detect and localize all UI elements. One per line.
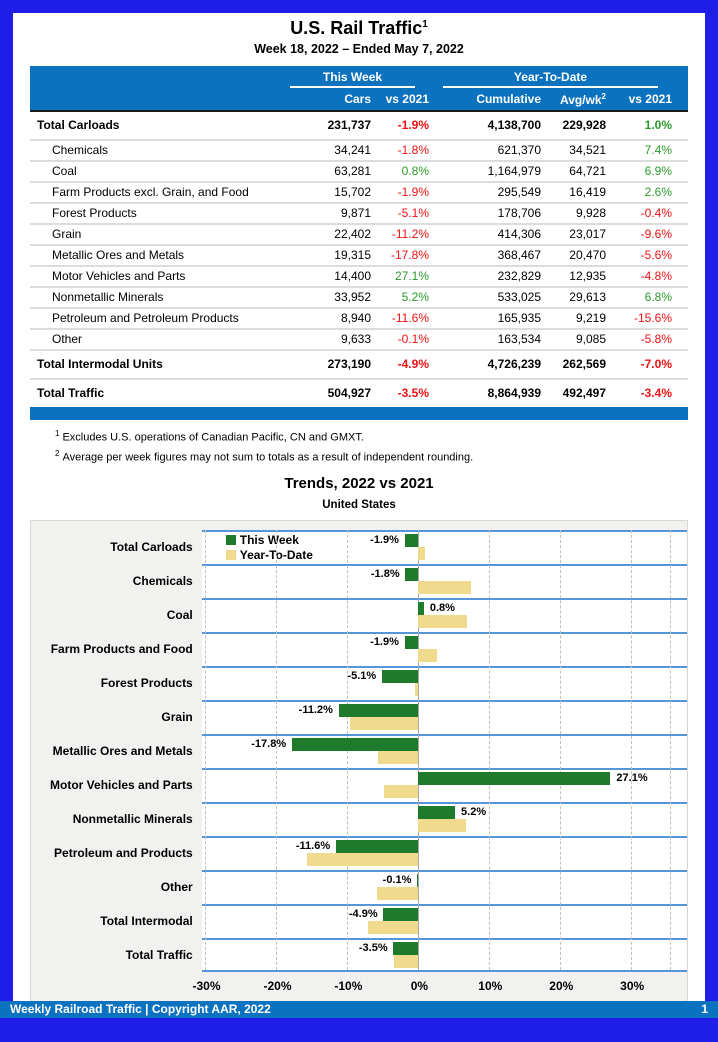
bar-year-to-date: [415, 683, 418, 696]
bar-year-to-date: [418, 649, 436, 662]
cell-avgwk: 64,721: [569, 164, 606, 178]
table-group-header-row: [30, 66, 672, 88]
page-title: [13, 18, 705, 39]
x-tick-label: -30%: [192, 979, 221, 994]
bar-value-label: -0.1%: [382, 874, 412, 887]
chart-title: Trends, 2022 vs 2021: [284, 475, 434, 493]
gridline: [631, 530, 632, 970]
table-row: [30, 307, 688, 328]
cell-cumulative: 163,534: [497, 332, 541, 346]
row-label: Petroleum and Petroleum Products: [52, 311, 239, 325]
bar-year-to-date: [350, 717, 418, 730]
this-week-swatch-icon: [226, 535, 236, 545]
footnote-2: [55, 449, 705, 464]
row-label: Farm Products excl. Grain, and Food: [52, 185, 249, 199]
row-label: Nonmetallic Minerals: [52, 290, 164, 304]
cell-this-week-vs2021: 0.8%: [401, 164, 429, 178]
cell-ytd-vs2021: 2.6%: [644, 185, 672, 199]
cell-this-week-vs2021: -11.2%: [391, 227, 429, 241]
cell-ytd-vs2021: -0.4%: [640, 206, 672, 220]
cell-this-week-vs2021: -1.9%: [397, 185, 429, 199]
category-label: Total Traffic: [125, 948, 193, 963]
bar-this-week: [339, 704, 419, 717]
row-label: Total Intermodal Units: [37, 357, 163, 371]
page-title-text: U.S. Rail Traffic: [290, 18, 423, 38]
bar-year-to-date: [418, 581, 471, 594]
cell-ytd-vs2021: -3.4%: [640, 386, 672, 400]
bar-this-week: [418, 806, 455, 819]
category-label: Total Carloads: [110, 540, 193, 555]
cell-cumulative: 8,864,939: [487, 386, 541, 400]
category-label: Motor Vehicles and Parts: [50, 778, 193, 793]
ytd-swatch-icon: [226, 550, 236, 560]
bar-year-to-date: [418, 819, 466, 832]
bar-value-label: -17.8%: [251, 738, 287, 751]
cell-avgwk: 492,497: [562, 386, 606, 400]
bar-year-to-date: [384, 785, 418, 798]
legend-item-this-week: [226, 533, 313, 547]
cell-avgwk: 12,935: [569, 269, 606, 283]
zero-gridline: [418, 530, 419, 970]
category-label: Total Intermodal: [100, 914, 193, 929]
cell-avgwk: 16,419: [569, 185, 606, 199]
cell-cumulative: 178,706: [497, 206, 541, 220]
chart-category-labels: [32, 530, 202, 972]
footnote-2-marker: 2: [55, 448, 60, 458]
footer-page-number: 1: [701, 1002, 708, 1016]
footnote-1-marker: 1: [55, 429, 60, 438]
cell-avgwk: 23,017: [569, 227, 606, 241]
cell-cars: 33,952: [334, 290, 371, 304]
gridline: [560, 530, 561, 970]
bar-year-to-date: [307, 853, 418, 866]
column-header-cars: Cars: [344, 92, 371, 106]
footnote-1-text: Excludes U.S. operations of Canadian Pacific, CN and GMXT.: [62, 431, 364, 444]
cell-ytd-vs2021: -5.8%: [640, 332, 672, 346]
table-row: [30, 349, 688, 378]
bar-this-week: [417, 874, 418, 887]
bar-this-week: [383, 908, 418, 921]
gridline: [670, 530, 671, 970]
table-row: [30, 378, 688, 407]
group-header-this-week: [276, 70, 429, 88]
table-row: [30, 265, 688, 286]
x-tick-label: -20%: [263, 979, 292, 994]
bar-value-label: -1.9%: [370, 534, 399, 547]
table-row: [30, 328, 688, 349]
table-header: [30, 66, 688, 110]
cell-avgwk: 9,928: [575, 206, 606, 220]
cell-this-week-vs2021: -4.9%: [397, 357, 429, 371]
category-label: Chemicals: [132, 574, 193, 589]
cell-ytd-vs2021: -7.0%: [640, 357, 672, 371]
cell-cumulative: 295,549: [497, 185, 541, 199]
cell-cumulative: 4,138,700: [487, 118, 541, 132]
cell-cars: 34,241: [334, 143, 371, 157]
cell-cumulative: 621,370: [497, 143, 541, 157]
trends-chart: [30, 520, 688, 1002]
cell-this-week-vs2021: -3.5%: [397, 386, 429, 400]
gridline: [489, 530, 490, 970]
table-column-header-row: [30, 88, 672, 110]
cell-cumulative: 4,726,239: [487, 357, 541, 371]
cell-avgwk: 229,928: [562, 118, 606, 132]
chart-legend: [226, 533, 313, 563]
chart-plot-area: [202, 530, 687, 972]
table-bottom-bar: [30, 407, 688, 420]
report-page: [13, 13, 705, 1011]
cell-ytd-vs2021: 7.4%: [644, 143, 672, 157]
category-label: Petroleum and Products: [54, 846, 193, 861]
bar-value-label: 5.2%: [461, 806, 487, 819]
row-label: Coal: [52, 164, 77, 178]
category-label: Nonmetallic Minerals: [72, 812, 193, 827]
row-label: Chemicals: [52, 143, 109, 157]
cell-avgwk: 262,569: [562, 357, 606, 371]
chart-x-axis: [192, 972, 689, 996]
bar-year-to-date: [378, 751, 418, 764]
cell-this-week-vs2021: -1.9%: [397, 118, 429, 132]
row-label: Forest Products: [52, 206, 137, 220]
cell-cars: 22,402: [334, 227, 371, 241]
group-header-ytd: [429, 70, 672, 88]
cell-this-week-vs2021: -0.1%: [397, 332, 429, 346]
cell-cars: 9,633: [340, 332, 371, 346]
category-label: Grain: [161, 710, 193, 725]
cell-avgwk: 29,613: [569, 290, 606, 304]
cell-this-week-vs2021: 5.2%: [401, 290, 429, 304]
bar-value-label: -1.8%: [370, 568, 400, 581]
table-row: [30, 139, 688, 160]
bar-this-week: [418, 772, 610, 785]
column-header-cumulative: Cumulative: [476, 92, 541, 106]
row-label: Total Traffic: [37, 386, 105, 400]
cell-cars: 231,737: [327, 118, 371, 132]
bar-year-to-date: [394, 955, 418, 968]
x-tick-label: -10%: [334, 979, 363, 994]
row-label: Motor Vehicles and Parts: [52, 269, 186, 283]
table-row: [30, 112, 688, 139]
bar-value-label: -11.6%: [295, 840, 331, 853]
column-header-avgwk: [541, 92, 606, 107]
x-tick-label: 20%: [549, 979, 574, 994]
cell-this-week-vs2021: -5.1%: [397, 206, 429, 220]
legend-this-week-label: This Week: [239, 533, 299, 548]
row-label: Metallic Ores and Metals: [52, 248, 185, 262]
cell-ytd-vs2021: 1.0%: [644, 118, 672, 132]
bar-this-week: [336, 840, 418, 853]
traffic-table: [30, 66, 688, 407]
table-row: [30, 160, 688, 181]
cell-cars: 63,281: [334, 164, 371, 178]
category-label: Forest Products: [100, 676, 193, 691]
chart-area: [32, 530, 687, 972]
footnotes: [55, 429, 705, 463]
bar-this-week: [382, 670, 418, 683]
group-header-this-week-label: This Week: [290, 70, 415, 88]
bar-value-label: -1.9%: [370, 636, 399, 649]
cell-ytd-vs2021: -5.6%: [640, 248, 672, 262]
cell-avgwk: 9,085: [575, 332, 606, 346]
cell-ytd-vs2021: -4.8%: [640, 269, 672, 283]
table-row: [30, 244, 688, 265]
table-row: [30, 223, 688, 244]
bar-value-label: -11.2%: [298, 704, 333, 717]
cell-cars: 504,927: [327, 386, 371, 400]
bar-value-label: -3.5%: [358, 942, 388, 955]
bar-year-to-date: [418, 547, 425, 560]
cell-cars: 19,315: [334, 248, 371, 262]
cell-ytd-vs2021: -9.6%: [640, 227, 672, 241]
x-tick-label: 10%: [478, 979, 503, 994]
category-label: Metallic Ores and Metals: [52, 744, 193, 759]
cell-cumulative: 533,025: [497, 290, 541, 304]
cell-ytd-vs2021: 6.8%: [644, 290, 672, 304]
cell-ytd-vs2021: 6.9%: [644, 164, 672, 178]
cell-cumulative: 368,467: [497, 248, 541, 262]
cell-cumulative: 1,164,979: [487, 164, 541, 178]
column-header-tw-vs2021: vs 2021: [385, 92, 429, 106]
bar-value-label: 27.1%: [616, 772, 648, 785]
cell-this-week-vs2021: -11.6%: [391, 311, 429, 325]
legend-item-ytd: [226, 548, 313, 562]
legend-ytd-label: Year-To-Date: [239, 548, 313, 563]
table-row: [30, 202, 688, 223]
cell-this-week-vs2021: -1.8%: [397, 143, 429, 157]
cell-this-week-vs2021: 27.1%: [394, 269, 429, 283]
chart-subtitle: United States: [322, 499, 396, 512]
bar-value-label: 0.8%: [429, 602, 455, 615]
table-row: [30, 286, 688, 307]
cell-cars: 14,400: [334, 269, 371, 283]
bar-value-label: -4.9%: [348, 908, 378, 921]
bar-this-week: [405, 568, 418, 581]
gridline: [205, 530, 206, 970]
category-label: Farm Products and Food: [50, 642, 193, 657]
bar-value-label: -5.1%: [347, 670, 377, 683]
row-label: Grain: [52, 227, 82, 241]
bar-year-to-date: [368, 921, 418, 934]
cell-cumulative: 165,935: [497, 311, 541, 325]
category-label: Other: [160, 880, 193, 895]
x-tick-label: 0%: [410, 979, 429, 994]
group-header-ytd-label: Year-To-Date: [443, 70, 658, 88]
cell-cumulative: 232,829: [497, 269, 541, 283]
traffic-table-body: [30, 110, 688, 407]
column-header-avgwk-label: Avg/wk: [559, 92, 602, 107]
cell-avgwk: 34,521: [569, 143, 606, 157]
bar-this-week: [292, 738, 418, 751]
footer-bar: [0, 1001, 718, 1018]
avgwk-footnote-marker: 2: [601, 91, 606, 101]
column-header-ytd-vs2021: vs 2021: [628, 92, 672, 106]
cell-this-week-vs2021: -17.8%: [390, 248, 429, 262]
footer-text: Weekly Railroad Traffic | Copyright AAR, 2022: [10, 1002, 271, 1016]
footnote-1: [55, 429, 705, 444]
cell-ytd-vs2021: -15.6%: [633, 311, 672, 325]
row-label: Total Carloads: [37, 118, 120, 132]
bar-year-to-date: [377, 887, 418, 900]
bar-this-week: [393, 942, 418, 955]
page-subtitle: Week 18, 2022 – Ended May 7, 2022: [254, 42, 464, 56]
title-footnote-marker: 1: [422, 19, 428, 30]
cell-cars: 9,871: [340, 206, 371, 220]
cell-cars: 8,940: [340, 311, 371, 325]
cell-avgwk: 9,219: [575, 311, 606, 325]
bar-this-week: [405, 636, 419, 649]
cell-avgwk: 20,470: [569, 248, 606, 262]
category-label: Coal: [166, 608, 193, 623]
footnote-2-text: Average per week figures may not sum to totals as a result of independent rounding.: [62, 451, 474, 464]
cell-cumulative: 414,306: [497, 227, 541, 241]
bar-this-week: [418, 602, 424, 615]
cell-cars: 15,702: [334, 185, 371, 199]
x-tick-label: 30%: [620, 979, 645, 994]
bar-this-week: [405, 534, 419, 547]
bar-year-to-date: [418, 615, 467, 628]
table-row: [30, 181, 688, 202]
cell-cars: 273,190: [327, 357, 371, 371]
row-label: Other: [52, 332, 83, 346]
